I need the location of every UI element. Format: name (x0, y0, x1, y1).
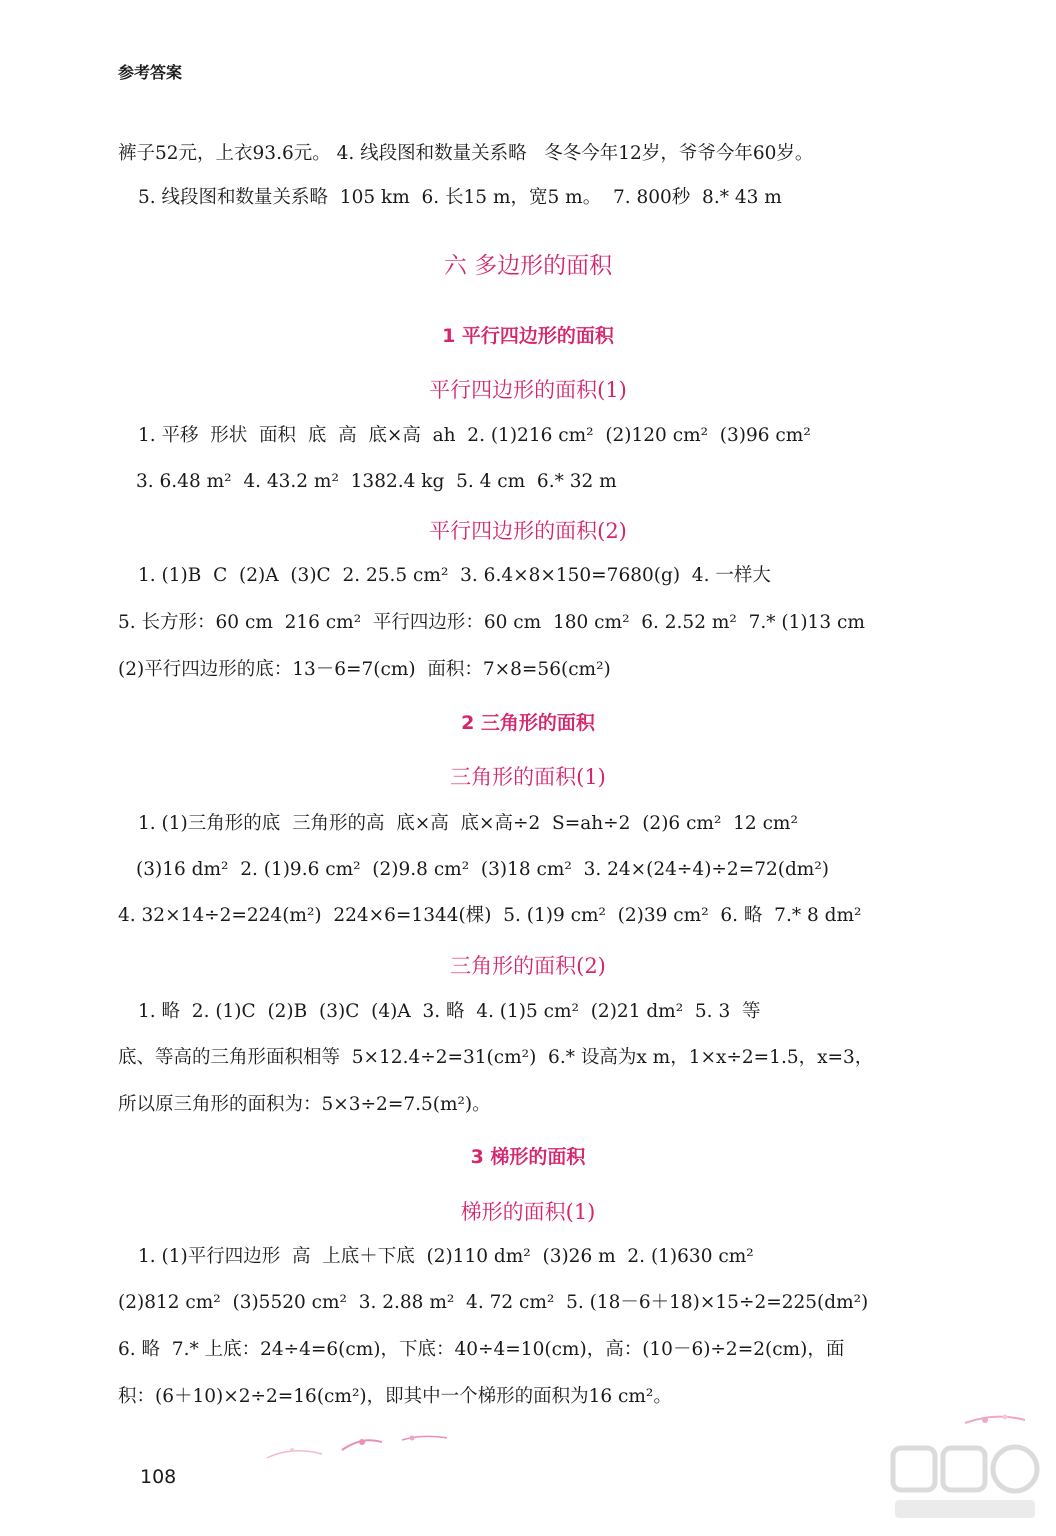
section-title: 2 三角形的面积 (461, 712, 595, 734)
chapter-title: 六 多边形的面积 (443, 253, 613, 279)
answer-line: (2)平行四边形的底：13－6=7(cm) 面积：7×8=56(cm²) (118, 659, 611, 680)
watermark-logo (885, 1438, 1045, 1528)
answer-line: 1. (1)三角形的底 三角形的高 底×高 底×高÷2 S=ah÷2 (2)6 cm² 12 cm² (138, 813, 798, 834)
floral-ornament-icon (262, 1428, 452, 1468)
subsection-title: 梯形的面积(1) (460, 1200, 596, 1224)
answer-line: (2)812 cm² (3)5520 cm² 3. 2.88 m² 4. 72 cm² 5. (18－6＋18)×15÷2=225(dm²) (118, 1292, 869, 1313)
section-title: 1 平行四边形的面积 (442, 325, 614, 347)
answer-line: 裤子52元，上衣93.6元。 4. 线段图和数量关系略 冬冬今年12岁，爷爷今年60岁。 (118, 143, 814, 164)
subsection-title: 平行四边形的面积(2) (429, 519, 627, 543)
answer-line: 所以原三角形的面积为：5×3÷2=7.5(m²)。 (118, 1094, 491, 1115)
running-header: 参考答案 (118, 63, 183, 82)
answer-line: 底、等高的三角形面积相等 5×12.4÷2=31(cm²) 6.* 设高为x m，1×x÷2=1.5，x=3， (118, 1047, 874, 1068)
answer-line: 积：(6＋10)×2÷2=16(cm²)，即其中一个梯形的面积为16 cm²。 (118, 1386, 672, 1407)
subsection-title: 平行四边形的面积(1) (429, 378, 627, 402)
section-title: 3 梯形的面积 (470, 1146, 586, 1168)
answer-line: 1. 平移 形状 面积 底 高 底×高 ah 2. (1)216 cm² (2)120 cm² (3)96 cm² (138, 425, 811, 446)
answer-line: (3)16 dm² 2. (1)9.6 cm² (2)9.8 cm² (3)18 cm² 3. 24×(24÷4)÷2=72(dm²) (136, 859, 829, 880)
answer-line: 5. 线段图和数量关系略 105 km 6. 长15 m，宽5 m。 7. 800秒 8.* 43 m (138, 187, 782, 208)
answer-line: 1. (1)B C (2)A (3)C 2. 25.5 cm² 3. 6.4×8×150=7680(g) 4. 一样大 (138, 565, 771, 586)
subsection-title: 三角形的面积(1) (450, 765, 606, 789)
answer-line: 1. 略 2. (1)C (2)B (3)C (4)A 3. 略 4. (1)5 cm² (2)21 dm² 5. 3 等 (138, 1001, 761, 1022)
answer-line: 3. 6.48 m² 4. 43.2 m² 1382.4 kg 5. 4 cm 6.* 32 m (136, 471, 617, 492)
answer-line: 1. (1)平行四边形 高 上底＋下底 (2)110 dm² (3)26 m 2. (1)630 cm² (138, 1246, 754, 1267)
answer-line: 6. 略 7.* 上底：24÷4=6(cm)，下底：40÷4=10(cm)，高：(10－6)÷2=2(cm)，面 (118, 1339, 845, 1360)
page-number: 108 (140, 1466, 177, 1488)
floral-ornament-icon (960, 1408, 1030, 1438)
answer-line: 4. 32×14÷2=224(m²) 224×6=1344(棵) 5. (1)9 cm² (2)39 cm² 6. 略 7.* 8 dm² (118, 905, 862, 926)
answer-line: 5. 长方形：60 cm 216 cm² 平行四边形：60 cm 180 cm² 6. 2.52 m² 7.* (1)13 cm (118, 612, 865, 633)
subsection-title: 三角形的面积(2) (450, 954, 606, 978)
